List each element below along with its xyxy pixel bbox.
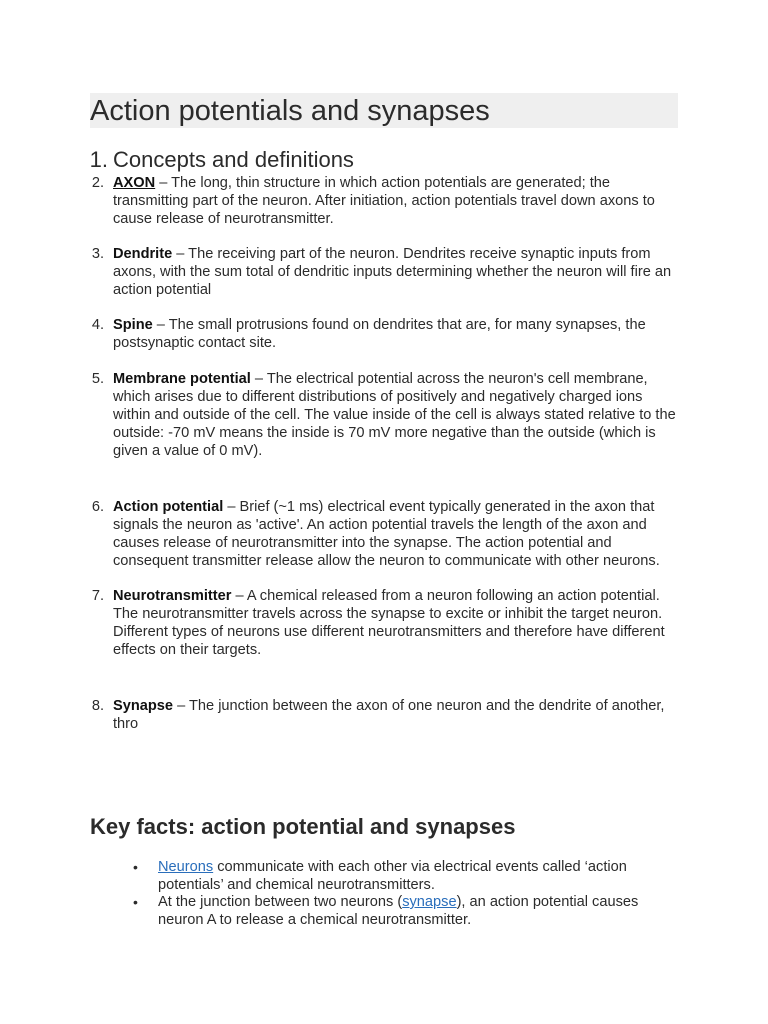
definition-axon bbox=[113, 174, 683, 228]
section-number: 1. bbox=[89, 147, 108, 172]
key-fact-text: At the junction between two neurons ( bbox=[158, 894, 403, 910]
definition-term: Action potential bbox=[113, 499, 224, 515]
key-fact-item bbox=[158, 858, 668, 894]
definition-text: – The receiving part of the neuron. Dendrites receive synaptic inputs from axons, with the sum total of dendritic inputs determining whether the neuron will fire an action potential bbox=[113, 246, 672, 298]
definition-term: Neurotransmitter bbox=[113, 588, 232, 604]
definition-number: 3. bbox=[91, 246, 104, 262]
definition-text: – The small protrusions found on dendrites that are, for many synapses, the postsynaptic contact site. bbox=[113, 317, 646, 351]
definition-term: Synapse bbox=[113, 698, 174, 714]
definition-text: – The junction between the axon of one neuron and the dendrite of another, thro bbox=[113, 698, 665, 732]
definition-text: – The electrical potential across the neuron's cell membrane, which arises due to different distributions of positively and negatively charged ions within and outside of the cell. The value inside of the cell is always stated relative to the outside: -70 mV means the inside is 70 mV more negative than the outside (which is given a value of 0 mV). bbox=[113, 371, 676, 459]
bullet-icon: • bbox=[133, 894, 138, 910]
key-facts-heading: Key facts: action potential and synapses bbox=[90, 814, 516, 839]
bullet-icon: • bbox=[133, 859, 138, 875]
definition-spine bbox=[113, 316, 683, 352]
definition-number: 7. bbox=[91, 588, 104, 604]
neurons-link[interactable]: Neurons bbox=[158, 859, 214, 875]
synapse-link[interactable]: synapse bbox=[402, 894, 457, 910]
definition-number: 8. bbox=[91, 698, 104, 714]
definition-neurotransmitter bbox=[113, 587, 683, 659]
definition-text: – Brief (~1 ms) electrical event typically generated in the axon that signals the neuron as 'active'. An action potential travels the length of the axon and causes release of neurotransmitter into the synapse. The action potential and consequent transmitter release allow the neuron to communicate with other neurons. bbox=[113, 499, 660, 569]
key-fact-text: ), an action potential causes neuron A to release a chemical neurotransmitter. bbox=[158, 894, 639, 928]
definition-term: AXON bbox=[113, 175, 156, 191]
definition-number: 4. bbox=[91, 317, 104, 333]
definition-number: 6. bbox=[91, 499, 104, 515]
definition-term: Membrane potential bbox=[113, 371, 251, 387]
definition-term: Dendrite bbox=[113, 246, 173, 262]
definition-number: 5. bbox=[91, 371, 104, 387]
definition-synapse bbox=[113, 697, 683, 733]
key-fact-item bbox=[158, 893, 668, 929]
definition-term: Spine bbox=[113, 317, 153, 333]
key-fact-text: communicate with each other via electrical events called ‘action potentials’ and chemical neurotransmitters. bbox=[158, 859, 627, 893]
page-title: Action potentials and synapses bbox=[90, 95, 490, 127]
definition-number: 2. bbox=[91, 175, 104, 191]
section-heading: Concepts and definitions bbox=[113, 147, 354, 172]
definition-action-potential bbox=[113, 498, 683, 570]
definition-text: – A chemical released from a neuron following an action potential. The neurotransmitter travels across the synapse to excite or inhibit the target neuron. Different types of neurons use different neurotransmitters and therefore have different effects on their targets. bbox=[113, 588, 665, 658]
definition-text: – The long, thin structure in which action potentials are generated; the transmitting part of the neuron. After initiation, action potentials travel down axons to cause release of neurotransmitter. bbox=[113, 175, 655, 227]
definition-dendrite bbox=[113, 245, 683, 299]
definition-membrane-potential bbox=[113, 370, 683, 460]
